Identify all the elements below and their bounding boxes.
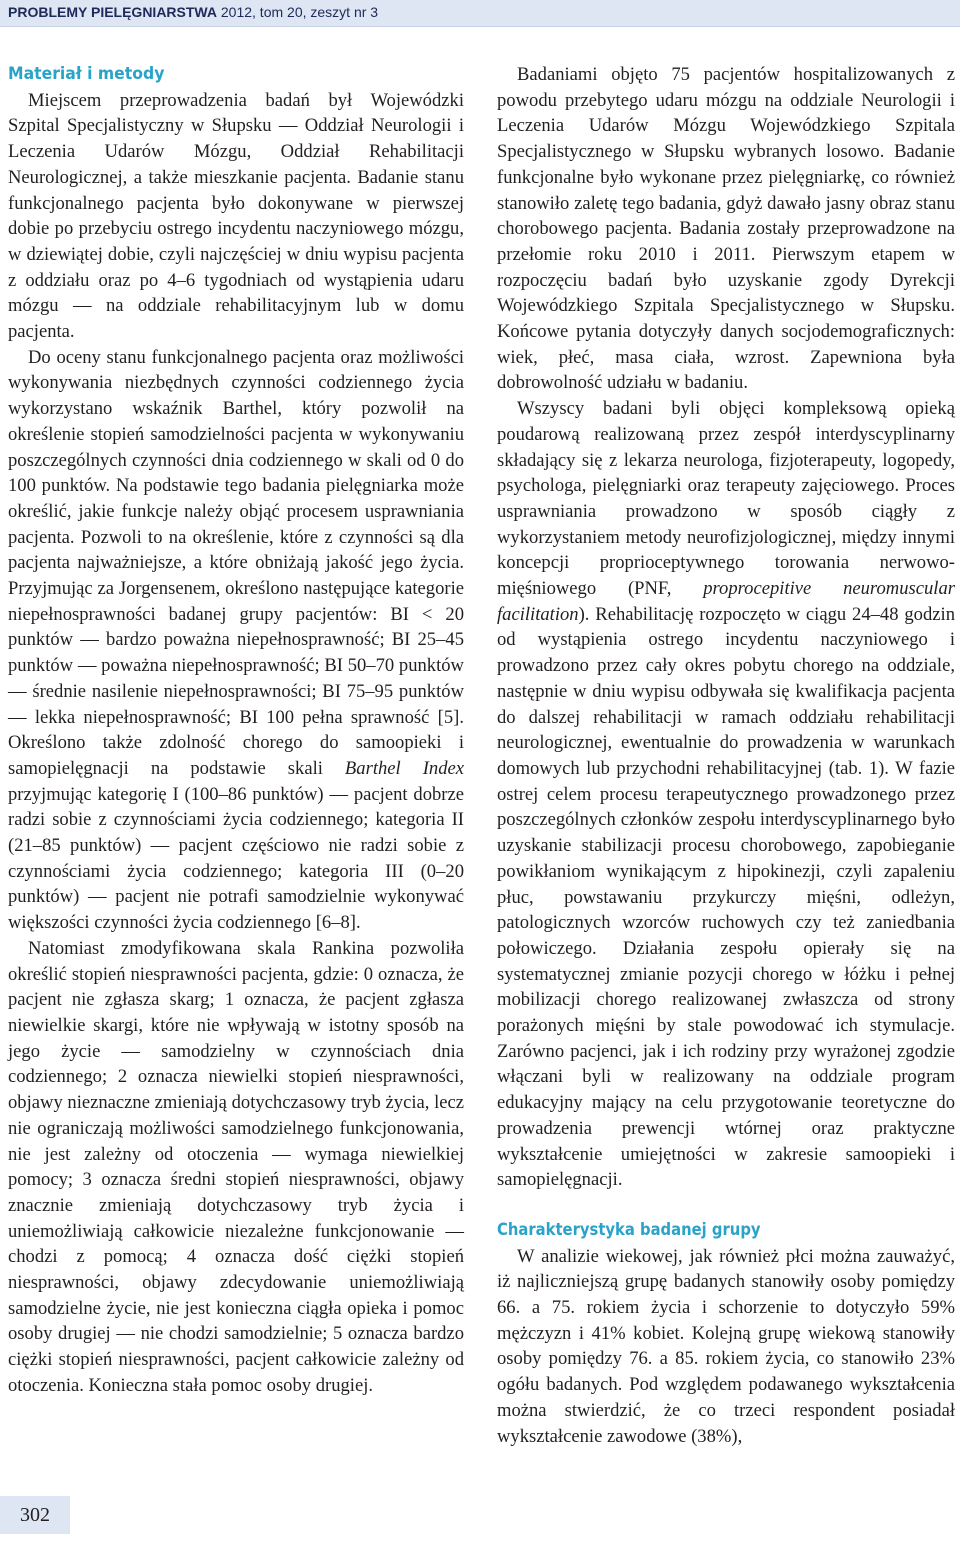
journal-name: PROBLEMY PIELĘGNIARSTWA: [8, 4, 217, 20]
paragraph-text: Wszyscy badani byli objęci kompleksową opieką poudarową realizowaną przez zespół interdyscyplinarny składający się z lekarza neurologa, fizjoterapeuty, logopedy, psychologa, pielęgniarki oraz terapeuty zajęciowego. Proces usprawniania prowadzono w sposób ciągły z wykorzystaniem metody neurofizjologicznej, między innymi koncepcji proprioceptywnego torowania nerwowo-mięśniowego (PNF,: [497, 398, 955, 600]
italic-term: Barthel Index: [344, 757, 464, 779]
paragraph: [497, 396, 955, 1193]
page-number: 302: [0, 1496, 70, 1534]
paragraph-text: Do oceny stanu funkcjonalnego pacjenta oraz możliwości wykonywania niezbędnych czynności codziennego życia wykorzystano wskaźnik Barthel, który pozwolił na określenie stopień samodzielności pacjenta w wykonywaniu poszczególnych czynności dnia codziennego w skali od 0 do 100 punktów. Na podstawie tego badania pielęgniarka może określić, jakie funkcje należy objąć procesem usprawniania pacjenta. Pozwoli to na określenie, które z czynności są dla pacjenta najważniejsze, a które obniżają jakość jego życia. Przyjmując za Jorgensenem, określono następujące kategorie niepełnosprawności badanej grupy pacjentów: BI < 20 punktów — bardzo poważna niepełnosprawność; BI 25–45 punktów — poważna niepełnosprawność; BI 50–70 punktów — średnie nasilenie niepełnosprawności; BI 75–95 punktów — lekka niepełnosprawność; BI 100 pełna sprawność [5]. Określono także zdolność chorego do samoopieki i samopielęgnacji na podstawie skali: [8, 346, 464, 779]
paragraph: Miejscem przeprowadzenia badań był Wojewódzki Szpital Specjalistyczny w Słupsku — Oddział Neurologii i Leczenia Udarów Mózgu, Oddział Rehabilitacji Neurologicznej, a także mieszkanie pacjenta. Badanie stanu funkcjonalnego pacjenta było dokonywane w pierwszej dobie po przebyciu ostrego incydentu naczyniowego mózgu, w dziewiątej dobie, czyli najczęściej w dniu wypisu pacjenta z oddziału oraz po 4–6 tygodniach od wystąpienia udaru mózgu — na oddziale rehabilitacyjnym lub w domu pacjenta.: [8, 89, 464, 343]
paragraph-text: ). Rehabilitację rozpoczęto w ciągu 24–48 godzin od wystąpienia ostrego incydentu naczyniowego i prowadzono przez cały okres pobytu chorego na oddziale, następnie w dniu wypisu odbywała się kwalifikacja pacjenta do dalszej rehabilitacji w ramach oddziału rehabilitacji neurologicznej, ewentualnie do prowadzenia w warunkach domowych lub przychodni rehabilitacyjnej (tab. 1). W fazie ostrej celem procesu terapeutycznego prowadzonego przez poszczególnych członków zespołu interdyscyplinarnego było uzyskanie stabilizacji procesu chorobowego, zapobieganie powikłaniom wynikającym z hipokinezji, czyli zapaleniu płuc, powstawaniu przykurczy mięśni, odleżyn, patologicznych wzorców ruchowych czy też zaniedbania połowiczego. Działania zespołu opierały się na systematycznej zmianie pozycji chorego w łóżku i pełnej mobilizacji chorego realizowanej zwłaszcza od strony porażonych mięśni by stale powodować ich stymulacje. Zarówno pacjenci, jak i ich rodziny przy wyrażonej zgodzie włączani byli w realizowany na oddziale program edukacyjny mający na celu przygotowanie teoretyczne do prowadzenia prewencji wtórnej oraz praktyczne wykształcenie umiejętności w zakresie samoopieki i samopielęgnacji.: [497, 603, 955, 1191]
section-heading-group-characteristics: Charakterystyka badanej grupy: [497, 1219, 761, 1240]
right-column: [497, 62, 955, 1449]
issue-info: 2012, tom 20, zeszyt nr 3: [220, 4, 379, 20]
journal-title: [8, 4, 378, 20]
paragraph-text: przyjmując kategorię I (100–86 punktów) — pacjent dobrze radzi sobie z czynnościami życia codziennego; kategoria II (21–85 punktów) — pacjent częściowo nie radzi sobie z czynnościami życia codziennego; kategoria III (0–20 punktów) — pacjent nie potrafi samodzielnie wykonywać większości czynności życia codziennego [6–8].: [8, 783, 464, 934]
paragraph: Natomiast zmodyfikowana skala Rankina pozwoliła określić stopień niesprawności pacjenta, gdzie: 0 oznacza, że pacjent nie zgłasza skarg; 1 oznacza, że pacjent zgłasza niewielkie skargi, które nie wpływają w istotny sposób na jego życie — samodzielny w czynnościach dnia codziennego; 2 oznacza niewielki stopień niesprawności, objawy nieznaczne zmieniają dotychczasowy tryb życia, lecz nie ograniczają możliwości samodzielnego funkcjonowania, nie jest zależny od otoczenia — wymaga niewielkiej pomocy; 3 oznacza średni stopień niesprawności, objawy znacznie zmieniają dotychczasowy tryb życia i uniemożliwiają całkowicie niezależne funkcjonowanie — chodzi z pomocą; 4 oznacza dość ciężki stopień niesprawności, objawy zdecydowanie uniemożliwiają samodzielne życie, nie jest konieczna ciągła opieka i pomoc osoby drugiej — nie chodzi samodzielnie; 5 oznacza bardzo ciężki stopień niesprawności, pacjent całkowicie zależny od otoczenia. Konieczna stała pomoc osoby drugiej.: [8, 937, 464, 1396]
italic-term: proprocepitive neuromuscular facilitation: [497, 578, 955, 625]
paragraph: [8, 345, 464, 936]
section-heading-materials-methods: Materiał i metody: [8, 64, 165, 84]
paragraph: Badaniami objęto 75 pacjentów hospitalizowanych z powodu przebytego udaru mózgu na oddziale Neurologii i Leczenia Udarów Mózgu Wojewódzkiego Szpitala Specjalistycznego w Słupsku wybranych losowo. Badanie funkcjonalne było wykonane przez pielęgniarkę, co również stanowiło zaletę tego badania, gdyż dawało jasny obraz stanu chorobowego pacjenta. Badania zostały przeprowadzone na przełomie roku 2010 i 2011. Pierwszym etapem w rozpoczęciu badań było uzyskanie zgody Dyrekcji Wojewódzkiego Szpitala Specjalistycznego w Słupsku. Końcowe pytania dotyczyły danych socjodemograficznych: wiek, płeć, masa ciała, wzrost. Zapewniona była dobrowolność udziału w badaniu.: [497, 64, 955, 394]
left-column: [8, 62, 464, 1399]
journal-header: [0, 0, 960, 27]
paragraph: W analizie wiekowej, jak również płci można zauważyć, iż najliczniejszą grupę badanych stanowiły osoby pomiędzy 66. a 75. rokiem życia i schorzenie to dotyczyło 59% mężczyzn i 41% kobiet. Kolejną grupę wiekową stanowiły osoby pomiędzy 76. a 85. rokiem życia, co stanowiło 23% ogółu badanych. Pod względem podawanego wykształcenia można stwierdzić, że co trzeci respondent posiadał wykształcenie zawodowe (38%),: [497, 1245, 955, 1447]
